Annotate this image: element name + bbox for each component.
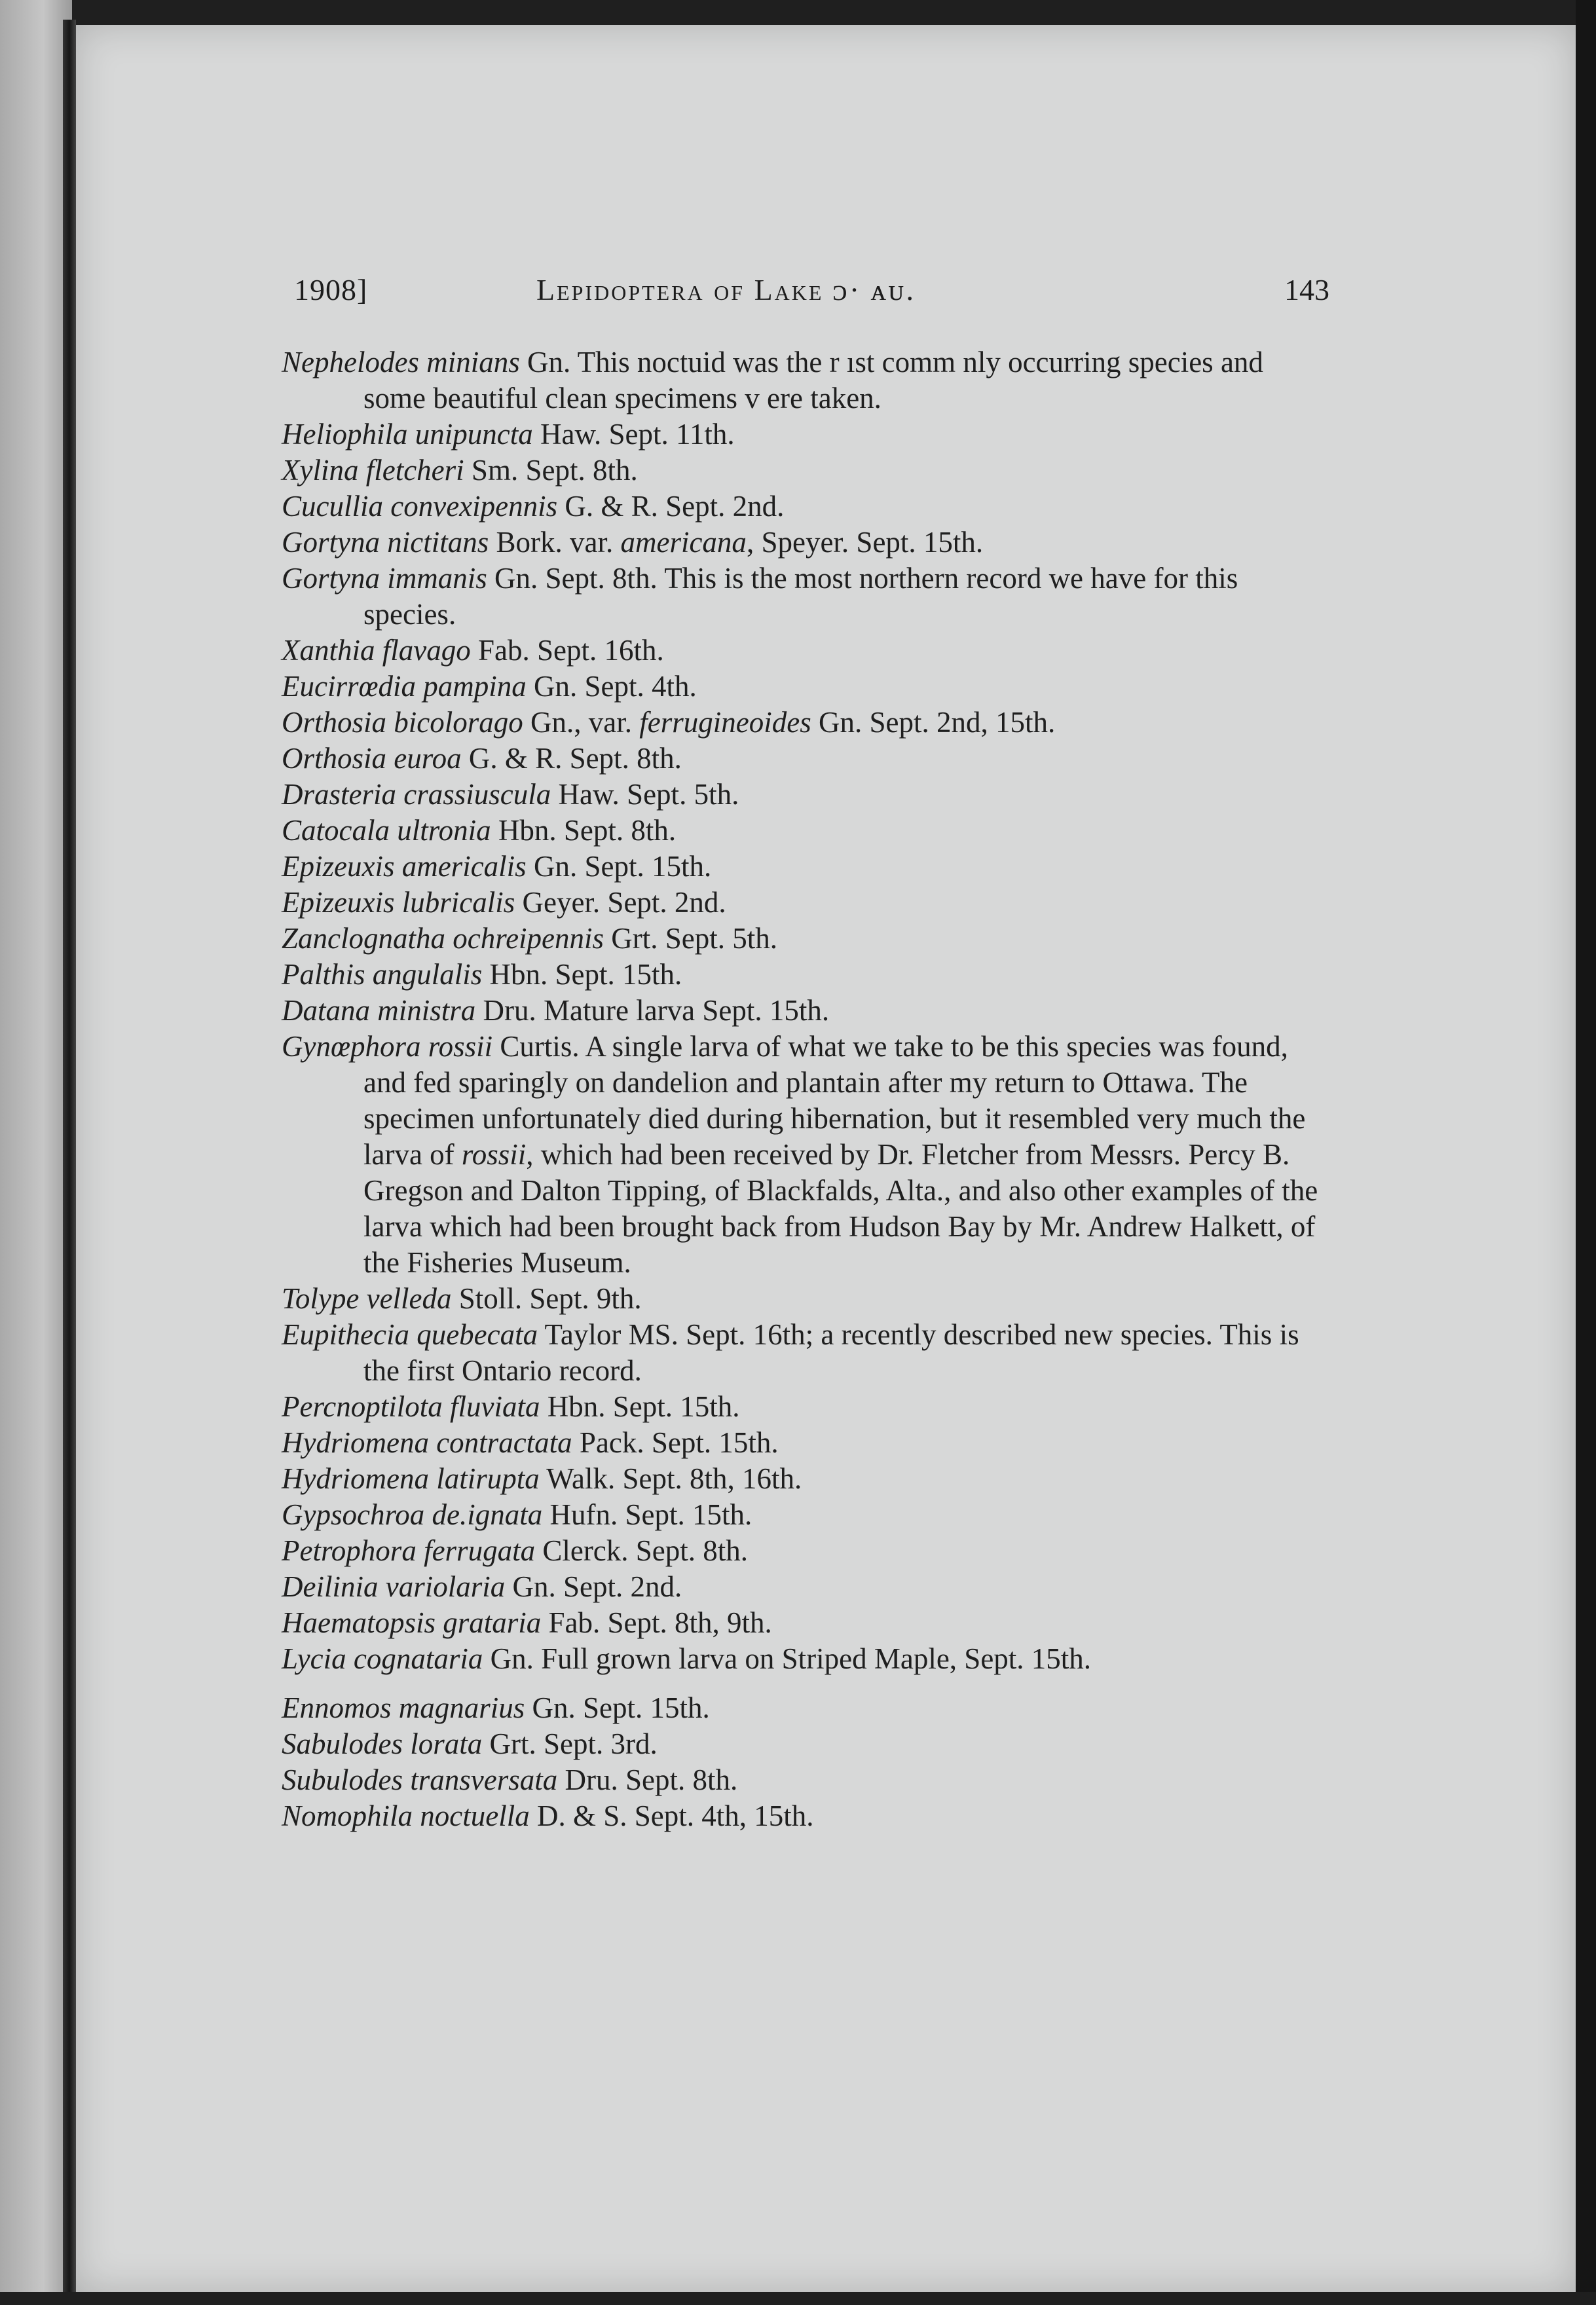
scan-right-border — [1576, 0, 1596, 2305]
entry-text: Hbn. Sept. 15th. — [540, 1390, 740, 1423]
species-entry — [282, 705, 1329, 741]
species-name: Hydriomena contractata — [282, 1426, 572, 1459]
species-entry — [282, 633, 1329, 669]
entry-text: Hbn. Sept. 8th. — [491, 814, 677, 847]
entry-text: Grt. Sept. 3rd. — [482, 1727, 658, 1760]
species-name: Gortyna nictitans — [282, 526, 489, 559]
species-name: Deilinia variolaria — [282, 1570, 506, 1603]
species-name: Sabulodes lorata — [282, 1727, 483, 1760]
species-name: Nephelodes minians — [282, 346, 520, 378]
entry-text: Gn. Sept. 15th. — [526, 850, 712, 883]
species-name: Subulodes transversata — [282, 1763, 558, 1796]
header-running-title: Lepidoptera of Lake ᴐ· ᴀᴜ. — [536, 273, 916, 306]
entry-text: Pack. Sept. 15th. — [572, 1426, 779, 1459]
entry-text: G. & R. Sept. 8th. — [461, 742, 682, 775]
species-name: Eucirrœdia pampina — [282, 670, 527, 703]
species-name: Eupithecia quebecata — [282, 1318, 538, 1351]
species-entry — [282, 1798, 1329, 1834]
entry-text: Walk. Sept. 8th, 16th. — [539, 1462, 802, 1495]
species-name: Zanclognatha ochreipennis — [282, 922, 604, 955]
species-name: Gortyna immanis — [282, 562, 487, 595]
entry-text: Geyer. Sept. 2nd. — [515, 886, 726, 919]
species-name: Ennomos magnarius — [282, 1691, 525, 1724]
species-entry — [282, 1533, 1329, 1569]
species-entry — [282, 344, 1329, 416]
species-entry — [282, 1461, 1329, 1497]
entry-text: Sm. Sept. 8th. — [464, 454, 638, 487]
species-entry — [282, 1425, 1329, 1461]
entry-text: G. & R. Sept. 2nd. — [557, 490, 785, 523]
entry-text: Hbn. Sept. 15th. — [482, 958, 682, 991]
species-entry — [282, 669, 1329, 705]
species-name: Haematopsis grataria — [282, 1606, 542, 1639]
species-entry — [282, 1497, 1329, 1533]
species-entry — [282, 1690, 1329, 1726]
entry-text-continued: , which had been received by Dr. Fletcher from Messrs. Percy B. Gregson and Dalton Tipping, of Blackfalds, Alta., and also other examples of the larva which had been brought back from Hudson Bay by Mr. Andrew Halkett, of the Fisheries Museum. — [363, 1138, 1318, 1279]
entry-text: Haw. Sept. 11th. — [532, 418, 735, 451]
species-entry — [282, 452, 1329, 489]
entry-text: Curtis. A single larva of what we take to be this species was found, and fed sparingly on dandelion and plantain after my return to Ottawa. The specimen unfortunately died during hibernation, but it resembled very much the larva of — [363, 1030, 1306, 1171]
species-name: Xylina fletcheri — [282, 454, 464, 487]
species-entry — [282, 777, 1329, 813]
species-name-secondary: ferrugineoides — [639, 706, 811, 739]
entry-text: Dru. Mature larva Sept. 15th. — [475, 994, 830, 1027]
entry-text: Gn. Sept. 4th. — [526, 670, 697, 703]
species-list — [282, 344, 1329, 1834]
entry-text: Gn. Sept. 15th. — [525, 1691, 710, 1724]
species-name: Cucullia convexipennis — [282, 490, 558, 523]
species-entry — [282, 957, 1329, 993]
species-entry — [282, 1569, 1329, 1605]
species-entry — [282, 741, 1329, 777]
entry-text: Gn., var. — [523, 706, 640, 739]
species-name: Epizeuxis americalis — [282, 850, 527, 883]
species-name: Lycia cognataria — [282, 1642, 483, 1675]
species-entry — [282, 525, 1329, 561]
species-name: Hydriomena latirupta — [282, 1462, 540, 1495]
species-entry — [282, 813, 1329, 849]
species-name: Orthosia bicolorago — [282, 706, 523, 739]
species-entry — [282, 921, 1329, 957]
species-name-secondary: rossii — [461, 1138, 527, 1171]
species-entry — [282, 489, 1329, 525]
species-name-secondary: americana — [620, 526, 747, 559]
species-entry — [282, 1726, 1329, 1762]
entry-text: Gn. This noctuid was the r ıst comm nly occurring species and some beautiful clean specimens v ere taken. — [363, 346, 1263, 415]
species-name: Datana ministra — [282, 994, 476, 1027]
entry-text: Gn. Full grown larva on Striped Maple, Sept. 15th. — [483, 1642, 1092, 1675]
species-name: Nomophila noctuella — [282, 1799, 530, 1832]
running-header — [294, 272, 1329, 312]
species-entry — [282, 1389, 1329, 1425]
species-name: Catocala ultronia — [282, 814, 491, 847]
species-entry — [282, 993, 1329, 1029]
entry-text-continued: Gn. Sept. 2nd, 15th. — [811, 706, 1056, 739]
species-name: Tolype velleda — [282, 1282, 452, 1315]
species-entry — [282, 1281, 1329, 1317]
species-name: Heliophila unipuncta — [282, 418, 533, 451]
scan-top-border — [0, 0, 1596, 25]
book-gutter — [63, 20, 76, 2298]
species-name: Petrophora ferrugata — [282, 1534, 536, 1567]
entry-text: Grt. Sept. 5th. — [604, 922, 778, 955]
entry-text: Fab. Sept. 16th. — [470, 634, 664, 667]
entry-text: Taylor MS. Sept. 16th; a recently described new species. This is the first Ontario record. — [363, 1318, 1299, 1387]
species-entry — [282, 1605, 1329, 1641]
species-entry — [282, 416, 1329, 452]
page-number: 143 — [1284, 273, 1329, 306]
entry-text: Gn. Sept. 8th. This is the most northern record we have for this species. — [363, 562, 1238, 631]
header-year: 1908] — [294, 273, 368, 306]
species-entry — [282, 849, 1329, 885]
entry-text: D. & S. Sept. 4th, 15th. — [529, 1799, 814, 1832]
scan-bottom-border — [0, 2292, 1596, 2305]
species-name: Orthosia euroa — [282, 742, 462, 775]
entry-text: Dru. Sept. 8th. — [557, 1763, 738, 1796]
species-name: Xanthia flavago — [282, 634, 471, 667]
species-name: Percnoptilota fluviata — [282, 1390, 540, 1423]
species-name: Drasteria crassiuscula — [282, 778, 551, 811]
species-name: Gypsochroa de.ignata — [282, 1498, 543, 1531]
species-entry — [282, 1641, 1329, 1677]
species-entry — [282, 1029, 1329, 1281]
species-name: Palthis angulalis — [282, 958, 483, 991]
entry-text: Gn. Sept. 2nd. — [505, 1570, 682, 1603]
species-name: Epizeuxis lubricalis — [282, 886, 515, 919]
species-entry — [282, 1317, 1329, 1389]
entry-text: Haw. Sept. 5th. — [551, 778, 739, 811]
entry-text-continued: , Speyer. Sept. 15th. — [746, 526, 984, 559]
facing-page-edge — [0, 0, 72, 2305]
species-entry — [282, 885, 1329, 921]
entry-text: Fab. Sept. 8th, 9th. — [541, 1606, 772, 1639]
species-name: Gynœphora rossii — [282, 1030, 493, 1063]
entry-text: Clerck. Sept. 8th. — [535, 1534, 749, 1567]
entry-text: Bork. var. — [489, 526, 621, 559]
entry-text: Hufn. Sept. 15th. — [542, 1498, 752, 1531]
species-entry — [282, 561, 1329, 633]
species-entry — [282, 1762, 1329, 1798]
entry-text: Stoll. Sept. 9th. — [451, 1282, 642, 1315]
